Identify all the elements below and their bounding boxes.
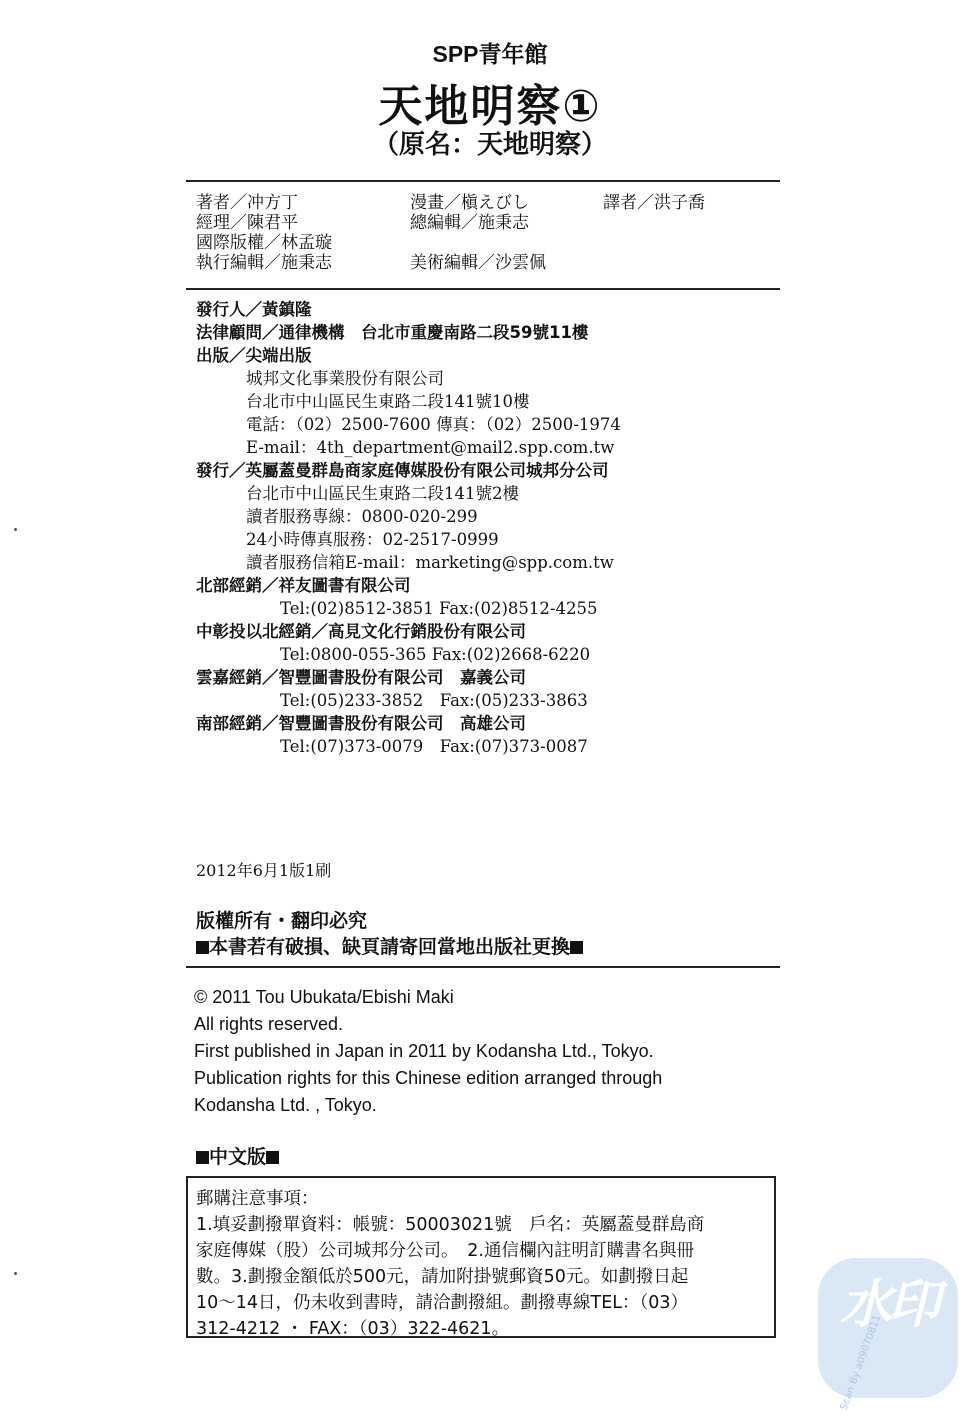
publish-line: 台北市中山區民生東路二段141號10樓 [246, 392, 530, 411]
credit-manga: 漫畫／槇えびし [410, 193, 529, 213]
publish-label: 出版／尖端出版 [196, 346, 312, 365]
mail-order-text [196, 1186, 771, 1342]
copyright-line: © 2011 Tou Ubukata/Ebishi Maki [194, 987, 454, 1007]
square-bullet-icon [196, 1151, 209, 1164]
north-distributor: 北部經銷／祥友圖書有限公司 [196, 576, 411, 595]
mail-order-heading: 郵購注意事項： [196, 1189, 319, 1209]
credit-manager: 經理／陳君平 [196, 213, 298, 233]
credit-translator: 譯者／洪子喬 [603, 193, 705, 213]
credits-column-2 [410, 193, 546, 273]
distributor-line: 讀者服務專線：0800-020-299 [246, 507, 478, 526]
publisher-block [196, 300, 621, 760]
mail-order-line: 1.填妥劃撥單資料：帳號：50003021號 戶名：英屬蓋曼群島商 [196, 1215, 705, 1235]
copyright-line: Publication rights for this Chinese edition arranged through [194, 1068, 663, 1088]
credits-column-1 [196, 193, 332, 273]
central-tel: Tel:0800-055-365 Fax:(02)2668-6220 [280, 645, 591, 664]
chinese-edition-heading: 中文版 [196, 1142, 279, 1169]
divider-top [186, 180, 780, 182]
publish-line: E-mail：4th_department@mail2.spp.com.tw [246, 438, 615, 457]
publish-line: 電話：（02）2500-7600 傳真：（02）2500-1974 [246, 415, 621, 434]
divider-credits [186, 288, 780, 290]
english-copyright [194, 984, 662, 1119]
credit-rights: 國際版權／林孟璇 [196, 233, 332, 253]
square-bullet-icon [266, 1151, 279, 1164]
square-bullet-icon [196, 941, 209, 954]
mail-order-line: 10～14日，仍未收到書時，請洽劃撥組。劃撥專線TEL：（03） [196, 1293, 689, 1313]
damage-notice: 本書若有破損、缺頁請寄回當地出版社更換 [196, 932, 583, 959]
scan-mark [14, 1272, 17, 1275]
series-name: SPP青年館 [432, 41, 548, 67]
issuer: 發行人／黃鎮隆 [196, 300, 312, 319]
distributor-line: 24小時傳真服務：02-2517-0999 [246, 530, 499, 549]
original-title: （原名：天地明察） [372, 130, 607, 160]
copyright-line: All rights reserved. [194, 1014, 344, 1034]
distributor-line: 台北市中山區民生東路二段141號2樓 [246, 484, 519, 503]
credit-author: 著者／冲方丁 [196, 193, 298, 213]
watermark-text: 水印 [839, 1275, 936, 1335]
copyright-line: Kodansha Ltd. , Tokyo. [194, 1095, 377, 1115]
south-distributor: 南部經銷／智豐圖書股份有限公司 高雄公司 [196, 714, 526, 733]
mail-order-line: 312-4212 ・ FAX：（03）322-4621。 [196, 1319, 510, 1339]
south-tel: Tel:(07)373-0079 Fax:(07)373-0087 [280, 737, 588, 756]
watermark-scan-credit: Scan By a09070811 [838, 1313, 884, 1412]
credits-column-3 [603, 193, 705, 213]
credit-chief-editor: 總編輯／施秉志 [410, 213, 529, 233]
publish-line: 城邦文化事業股份有限公司 [246, 369, 444, 388]
mail-order-line: 家庭傳媒（股）公司城邦分公司。 2.通信欄內註明訂購書名與冊 [196, 1241, 694, 1261]
edition-date: 2012年6月1版1刷 [196, 861, 332, 880]
legal-advisor: 法律顧問／通律機構 台北市重慶南路二段59號11樓 [196, 323, 589, 342]
rights-reserved: 版權所有・翻印必究 [196, 910, 368, 932]
distributor-label: 發行／英屬蓋曼群島商家庭傳媒股份有限公司城邦分公司 [196, 461, 609, 480]
book-title: 天地明察① [378, 81, 602, 132]
north-tel: Tel:(02)8512-3851 Fax:(02)8512-4255 [280, 599, 598, 618]
mail-order-line: 數。3.劃撥金額低於500元，請加附掛號郵資50元。如劃撥日起 [196, 1267, 689, 1287]
square-bullet-icon [570, 941, 583, 954]
copyright-line: First published in Japan in 2011 by Kodansha Ltd., Tokyo. [194, 1041, 654, 1061]
yunjia-tel: Tel:(05)233-3852 Fax:(05)233-3863 [280, 691, 588, 710]
credit-art-editor: 美術編輯／沙雲佩 [410, 253, 546, 273]
divider-rights [186, 966, 780, 968]
central-distributor: 中彰投以北經銷／高見文化行銷股份有限公司 [196, 622, 526, 641]
credit-editor: 執行編輯／施秉志 [196, 253, 332, 273]
scan-mark [14, 528, 17, 531]
yunjia-distributor: 雲嘉經銷／智豐圖書股份有限公司 嘉義公司 [196, 668, 526, 687]
distributor-line: 讀者服務信箱E-mail：marketing@spp.com.tw [246, 553, 614, 572]
